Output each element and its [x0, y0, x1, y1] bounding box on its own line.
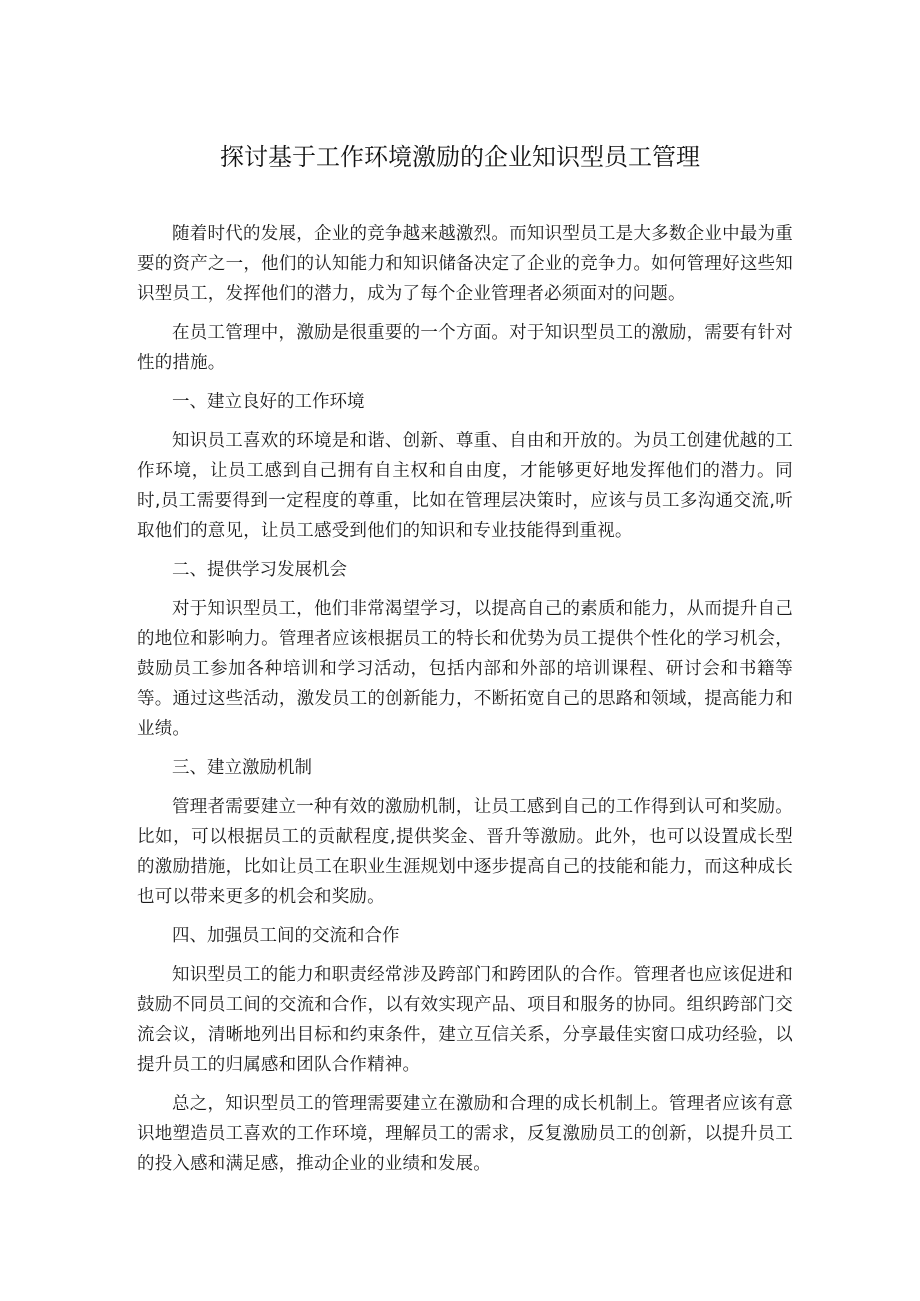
intro-paragraph: 随着时代的发展，企业的竞争越来越激烈。而知识型员工是大多数企业中最为重要的资产之一，他们的认知能力和知识储备决定了企业的竞争力。如何管理好这些知识型员工，发挥他们的潜力，成为了每个企业管理者必须面对的问题。 — [137, 224, 793, 304]
motivation-paragraph: 在员工管理中，激励是很重要的一个方面。对于知识型员工的激励，需要有针对性的措施。 — [137, 323, 793, 373]
section-2-paragraph: 对于知识型员工，他们非常渴望学习，以提高自己的素质和能力，从而提升自己的地位和影响力。管理者应该根据员工的特长和优势为员工提供个性化的学习机会，鼓励员工参加各种培训和学习活动，包括内部和外部的培训课程、研讨会和书籍等等。通过这些活动，激发员工的创新能力，不断拓宽自己的思路和领域，提高能力和业绩。 — [137, 599, 793, 739]
section-heading-3: 三、建立激励机制 — [172, 758, 312, 778]
section-3-paragraph: 管理者需要建立一种有效的激励机制，让员工感到自己的工作得到认可和奖励。比如，可以根据员工的贡献程度,提供奖金、晋升等激励。此外，也可以设置成长型的激励措施，比如让员工在职业生涯规划中逐步提高自己的技能和能力，而这种成长也可以带来更多的机会和奖励。 — [137, 797, 793, 907]
document-title: 探讨基于工作环境激励的企业知识型员工管理 — [220, 143, 700, 171]
document-body — [137, 219, 793, 1188]
conclusion-paragraph: 总之，知识型员工的管理需要建立在激励和合理的成长机制上。管理者应该有意识地塑造员工喜欢的工作环境，理解员工的需求，反复激励员工的创新，以提升员工的投入感和满足感，推动企业的业绩和发展。 — [137, 1094, 793, 1174]
section-4-paragraph: 知识型员工的能力和职责经常涉及跨部门和跨团队的合作。管理者也应该促进和鼓励不同员工间的交流和合作，以有效实现产品、项目和服务的协同。组织跨部门交流会议，清晰地列出目标和约束条件，建立互信关系，分享最佳实窗口成功经验，以提升员工的归属感和团队合作精神。 — [137, 965, 793, 1075]
section-heading-1: 一、建立良好的工作环境 — [172, 392, 365, 412]
section-heading-4: 四、加强员工间的交流和合作 — [172, 926, 400, 946]
section-heading-2: 二、提供学习发展机会 — [172, 560, 347, 580]
section-1-paragraph: 知识员工喜欢的环境是和谐、创新、尊重、自由和开放的。为员工创建优越的工作环境，让员工感到自己拥有自主权和自由度，才能够更好地发挥他们的潜力。同时,员工需要得到一定程度的尊重，比如在管理层决策时，应该与员工多沟通交流,听取他们的意见，让员工感受到他们的知识和专业技能得到重视。 — [137, 431, 793, 541]
